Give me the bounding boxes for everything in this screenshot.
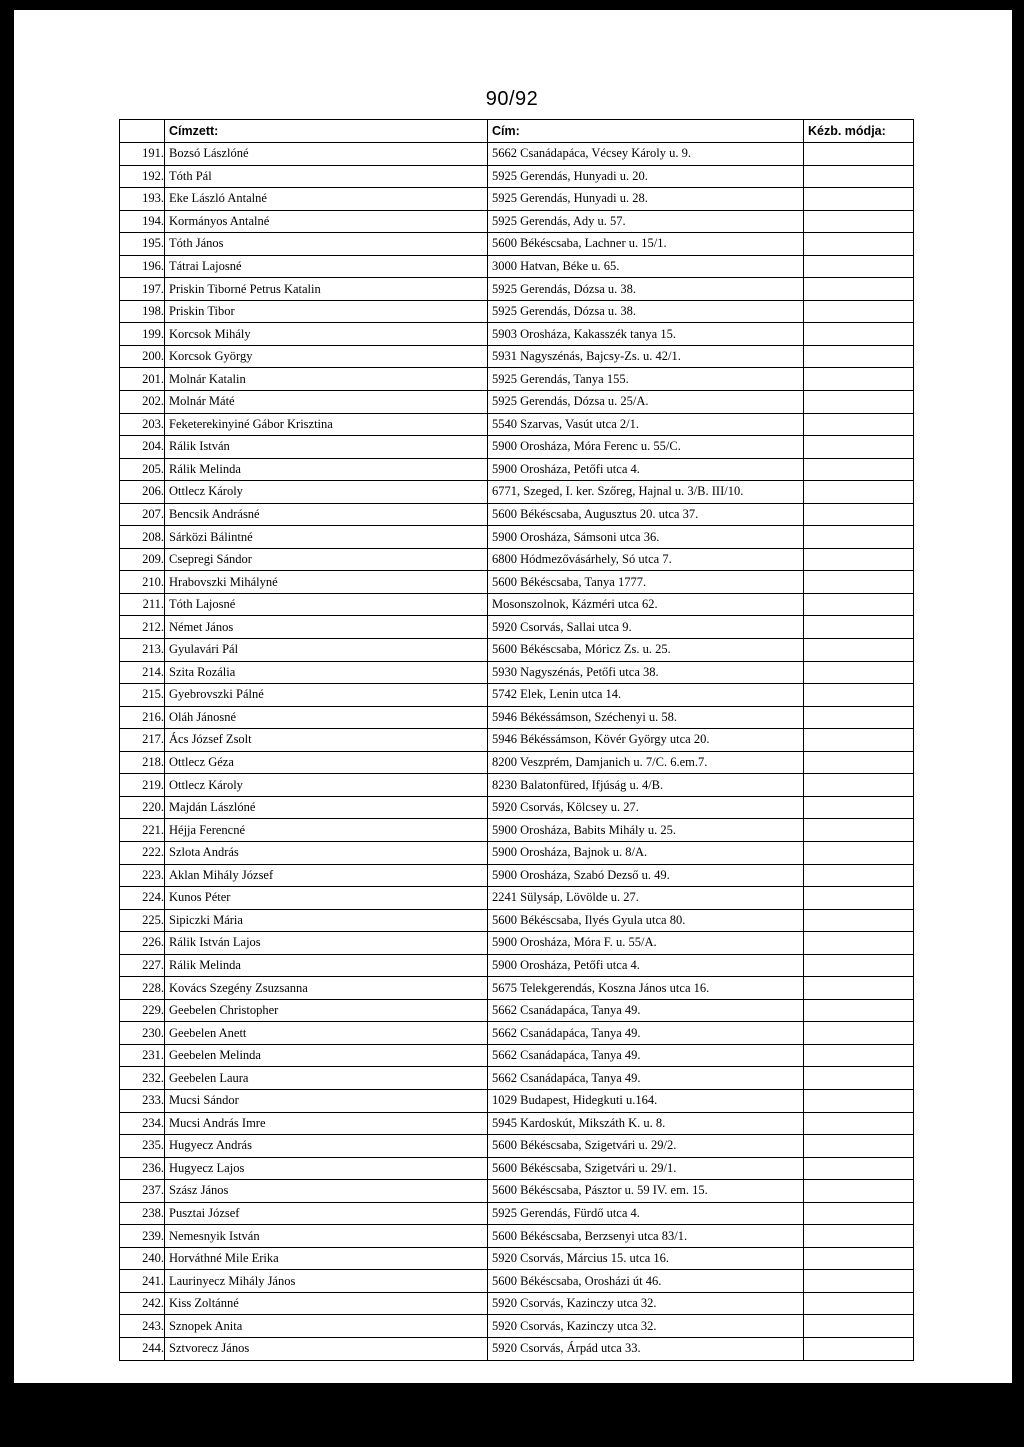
recipient-name: Molnár Katalin: [165, 368, 488, 391]
table-row: [120, 639, 914, 662]
table-row: [120, 774, 914, 797]
recipient-address: 5662 Csanádapáca, Tanya 49.: [488, 1067, 804, 1090]
recipient-address: 5925 Gerendás, Dózsa u. 38.: [488, 278, 804, 301]
row-number: 233.: [120, 1089, 165, 1112]
recipient-name: Rálik István Lajos: [165, 932, 488, 955]
row-number: 230.: [120, 1022, 165, 1045]
recipient-name: Gyulavári Pál: [165, 639, 488, 662]
delivery-method: [804, 593, 914, 616]
row-number: 236.: [120, 1157, 165, 1180]
table-row: [120, 503, 914, 526]
recipient-address: 5662 Csanádapáca, Tanya 49.: [488, 1044, 804, 1067]
table-row: [120, 571, 914, 594]
table-row: [120, 796, 914, 819]
table-row: [120, 300, 914, 323]
delivery-method: [804, 300, 914, 323]
recipient-address: 5925 Gerendás, Dózsa u. 25/A.: [488, 391, 804, 414]
table-row: [120, 1089, 914, 1112]
row-number: 221.: [120, 819, 165, 842]
recipient-name: Nemesnyik István: [165, 1225, 488, 1248]
delivery-method: [804, 1337, 914, 1360]
row-number: 240.: [120, 1247, 165, 1270]
delivery-method: [804, 796, 914, 819]
recipient-address: 5920 Csorvás, Március 15. utca 16.: [488, 1247, 804, 1270]
row-number: 212.: [120, 616, 165, 639]
recipient-address: 2241 Sülysáp, Lövölde u. 27.: [488, 887, 804, 910]
delivery-method: [804, 1135, 914, 1158]
table-row: [120, 210, 914, 233]
scan-border-bottom: [0, 1383, 1024, 1447]
table-row: [120, 706, 914, 729]
recipient-name: Majdán Lászlóné: [165, 796, 488, 819]
row-number: 239.: [120, 1225, 165, 1248]
recipient-name: Laurinyecz Mihály János: [165, 1270, 488, 1293]
row-number: 207.: [120, 503, 165, 526]
recipient-address: 5900 Orosháza, Bajnok u. 8/A.: [488, 841, 804, 864]
header-delivery-method: Kézb. módja:: [804, 120, 914, 143]
recipient-address: 5925 Gerendás, Hunyadi u. 20.: [488, 165, 804, 188]
recipient-name: Eke László Antalné: [165, 188, 488, 211]
table-row: [120, 278, 914, 301]
recipient-name: Kormányos Antalné: [165, 210, 488, 233]
row-number: 225.: [120, 909, 165, 932]
table-row: [120, 887, 914, 910]
table-row: [120, 1292, 914, 1315]
recipient-name: Sárközi Bálintné: [165, 526, 488, 549]
row-number: 201.: [120, 368, 165, 391]
row-number: 203.: [120, 413, 165, 436]
row-number: 211.: [120, 593, 165, 616]
recipient-address: 6800 Hódmezővásárhely, Só utca 7.: [488, 548, 804, 571]
delivery-method: [804, 571, 914, 594]
recipient-name: Horváthné Mile Erika: [165, 1247, 488, 1270]
delivery-method: [804, 143, 914, 166]
row-number: 210.: [120, 571, 165, 594]
delivery-method: [804, 977, 914, 1000]
delivery-method: [804, 233, 914, 256]
row-number: 194.: [120, 210, 165, 233]
table-row: [120, 1067, 914, 1090]
recipient-address: 5600 Békéscsaba, Szigetvári u. 29/1.: [488, 1157, 804, 1180]
recipient-name: Hugyecz Lajos: [165, 1157, 488, 1180]
row-number: 206.: [120, 481, 165, 504]
delivery-method: [804, 616, 914, 639]
delivery-method: [804, 684, 914, 707]
row-number: 223.: [120, 864, 165, 887]
recipient-address: 5600 Békéscsaba, Augusztus 20. utca 37.: [488, 503, 804, 526]
recipient-address: 5925 Gerendás, Tanya 155.: [488, 368, 804, 391]
row-number: 208.: [120, 526, 165, 549]
recipient-address: Mosonszolnok, Kázméri utca 62.: [488, 593, 804, 616]
table-row: [120, 165, 914, 188]
recipient-name: Molnár Máté: [165, 391, 488, 414]
row-number: 202.: [120, 391, 165, 414]
delivery-method: [804, 639, 914, 662]
table-row: [120, 1112, 914, 1135]
scan-border-right: [1012, 0, 1024, 1447]
recipient-name: Tóth János: [165, 233, 488, 256]
recipient-address: 5600 Békéscsaba, Berzsenyi utca 83/1.: [488, 1225, 804, 1248]
delivery-method: [804, 526, 914, 549]
row-number: 237.: [120, 1180, 165, 1203]
row-number: 191.: [120, 143, 165, 166]
delivery-method: [804, 909, 914, 932]
row-number: 196.: [120, 255, 165, 278]
recipient-name: Priskin Tibor: [165, 300, 488, 323]
table-row: [120, 368, 914, 391]
table-row: [120, 1180, 914, 1203]
table-row: [120, 1022, 914, 1045]
table-row: [120, 932, 914, 955]
table-row: [120, 661, 914, 684]
table-row: [120, 1044, 914, 1067]
delivery-method: [804, 391, 914, 414]
recipient-name: Oláh Jánosné: [165, 706, 488, 729]
recipient-address: 5920 Csorvás, Kazinczy utca 32.: [488, 1315, 804, 1338]
row-number: 193.: [120, 188, 165, 211]
table-row: [120, 864, 914, 887]
recipient-address: 5900 Orosháza, Petőfi utca 4.: [488, 954, 804, 977]
row-number: 200.: [120, 345, 165, 368]
table-row: [120, 323, 914, 346]
recipient-name: Geebelen Christopher: [165, 999, 488, 1022]
row-number: 199.: [120, 323, 165, 346]
recipient-name: Korcsok György: [165, 345, 488, 368]
row-number: 226.: [120, 932, 165, 955]
recipient-name: Aklan Mihály József: [165, 864, 488, 887]
recipient-name: Kiss Zoltánné: [165, 1292, 488, 1315]
table-row: [120, 1225, 914, 1248]
recipient-address: 5925 Gerendás, Dózsa u. 38.: [488, 300, 804, 323]
recipient-address: 5900 Orosháza, Sámsoni utca 36.: [488, 526, 804, 549]
recipient-name: Korcsok Mihály: [165, 323, 488, 346]
delivery-method: [804, 165, 914, 188]
recipient-name: Ács József Zsolt: [165, 729, 488, 752]
table-row: [120, 1270, 914, 1293]
recipient-name: Rálik Melinda: [165, 954, 488, 977]
recipient-name: Ottlecz Károly: [165, 774, 488, 797]
delivery-method: [804, 1315, 914, 1338]
recipient-name: Sznopek Anita: [165, 1315, 488, 1338]
recipient-name: Ottlecz Géza: [165, 751, 488, 774]
delivery-method: [804, 210, 914, 233]
delivery-method: [804, 1247, 914, 1270]
delivery-method: [804, 548, 914, 571]
delivery-method: [804, 458, 914, 481]
row-number: 198.: [120, 300, 165, 323]
recipient-address: 5900 Orosháza, Szabó Dezső u. 49.: [488, 864, 804, 887]
table-row: [120, 751, 914, 774]
delivery-method: [804, 1044, 914, 1067]
table-row: [120, 841, 914, 864]
delivery-method: [804, 864, 914, 887]
row-number: 220.: [120, 796, 165, 819]
delivery-method: [804, 1180, 914, 1203]
row-number: 213.: [120, 639, 165, 662]
table-row: [120, 954, 914, 977]
row-number: 224.: [120, 887, 165, 910]
recipient-name: Pusztai József: [165, 1202, 488, 1225]
recipient-name: Sipiczki Mária: [165, 909, 488, 932]
page-number: 90/92: [485, 88, 539, 110]
recipient-address: 5600 Békéscsaba, Szigetvári u. 29/2.: [488, 1135, 804, 1158]
table-row: [120, 1247, 914, 1270]
delivery-method: [804, 436, 914, 459]
row-number: 227.: [120, 954, 165, 977]
table-row: [120, 413, 914, 436]
table-row: [120, 1135, 914, 1158]
recipient-address: 5925 Gerendás, Hunyadi u. 28.: [488, 188, 804, 211]
header-number: [120, 120, 165, 143]
recipient-address: 5946 Békéssámson, Kövér György utca 20.: [488, 729, 804, 752]
recipient-table: [119, 119, 914, 1361]
row-number: 241.: [120, 1270, 165, 1293]
table-row: [120, 1337, 914, 1360]
recipient-name: Bencsik Andrásné: [165, 503, 488, 526]
table-row: [120, 345, 914, 368]
recipient-address: 5920 Csorvás, Árpád utca 33.: [488, 1337, 804, 1360]
delivery-method: [804, 255, 914, 278]
row-number: 243.: [120, 1315, 165, 1338]
table-row: [120, 481, 914, 504]
recipient-name: Bozsó Lászlóné: [165, 143, 488, 166]
table-row: [120, 255, 914, 278]
table-row: [120, 909, 914, 932]
recipient-address: 5920 Csorvás, Sallai utca 9.: [488, 616, 804, 639]
delivery-method: [804, 999, 914, 1022]
row-number: 238.: [120, 1202, 165, 1225]
table-row: [120, 1315, 914, 1338]
row-number: 205.: [120, 458, 165, 481]
recipient-address: 5662 Csanádapáca, Tanya 49.: [488, 999, 804, 1022]
delivery-method: [804, 345, 914, 368]
row-number: 219.: [120, 774, 165, 797]
delivery-method: [804, 729, 914, 752]
recipient-name: Kovács Szegény Zsuzsanna: [165, 977, 488, 1000]
delivery-method: [804, 706, 914, 729]
table-row: [120, 436, 914, 459]
scan-border-top: [0, 0, 1024, 10]
table-row: [120, 977, 914, 1000]
row-number: 229.: [120, 999, 165, 1022]
recipient-name: Kunos Péter: [165, 887, 488, 910]
table-row: [120, 458, 914, 481]
recipient-name: Héjja Ferencné: [165, 819, 488, 842]
recipient-name: Szita Rozália: [165, 661, 488, 684]
delivery-method: [804, 323, 914, 346]
row-number: 218.: [120, 751, 165, 774]
table-header-row: [120, 120, 914, 143]
recipient-name: Ottlecz Károly: [165, 481, 488, 504]
delivery-method: [804, 661, 914, 684]
header-address: Cím:: [488, 120, 804, 143]
recipient-address: 5920 Csorvás, Kölcsey u. 27.: [488, 796, 804, 819]
recipient-address: 5900 Orosháza, Petőfi utca 4.: [488, 458, 804, 481]
recipient-name: Gyebrovszki Pálné: [165, 684, 488, 707]
recipient-address: 5903 Orosháza, Kakasszék tanya 15.: [488, 323, 804, 346]
table-row: [120, 143, 914, 166]
table-row: [120, 616, 914, 639]
delivery-method: [804, 503, 914, 526]
row-number: 209.: [120, 548, 165, 571]
row-number: 216.: [120, 706, 165, 729]
delivery-method: [804, 1157, 914, 1180]
recipient-name: Geebelen Anett: [165, 1022, 488, 1045]
delivery-method: [804, 774, 914, 797]
recipient-address: 5675 Telekgerendás, Koszna János utca 16.: [488, 977, 804, 1000]
recipient-address: 5945 Kardoskút, Mikszáth K. u. 8.: [488, 1112, 804, 1135]
recipient-address: 5540 Szarvas, Vasút utca 2/1.: [488, 413, 804, 436]
delivery-method: [804, 841, 914, 864]
row-number: 232.: [120, 1067, 165, 1090]
row-number: 217.: [120, 729, 165, 752]
delivery-method: [804, 368, 914, 391]
recipient-address: 3000 Hatvan, Béke u. 65.: [488, 255, 804, 278]
recipient-address: 5920 Csorvás, Kazinczy utca 32.: [488, 1292, 804, 1315]
recipient-address: 8230 Balatonfüred, Ifjúság u. 4/B.: [488, 774, 804, 797]
delivery-method: [804, 751, 914, 774]
row-number: 234.: [120, 1112, 165, 1135]
delivery-method: [804, 278, 914, 301]
recipient-address: 5900 Orosháza, Móra F. u. 55/A.: [488, 932, 804, 955]
row-number: 215.: [120, 684, 165, 707]
recipient-address: 5600 Békéscsaba, Ilyés Gyula utca 80.: [488, 909, 804, 932]
recipient-address: 5925 Gerendás, Ady u. 57.: [488, 210, 804, 233]
table-row: [120, 391, 914, 414]
recipient-address: 5600 Békéscsaba, Móricz Zs. u. 25.: [488, 639, 804, 662]
recipient-name: Geebelen Melinda: [165, 1044, 488, 1067]
recipient-address: 1029 Budapest, Hidegkuti u.164.: [488, 1089, 804, 1112]
row-number: 244.: [120, 1337, 165, 1360]
recipient-name: Német János: [165, 616, 488, 639]
scan-border-left: [0, 0, 14, 1447]
recipient-address: 5600 Békéscsaba, Lachner u. 15/1.: [488, 233, 804, 256]
recipient-name: Szlota András: [165, 841, 488, 864]
recipient-address: 5662 Csanádapáca, Vécsey Károly u. 9.: [488, 143, 804, 166]
delivery-method: [804, 932, 914, 955]
recipient-address: 6771, Szeged, I. ker. Szőreg, Hajnal u. 3/B. III/10.: [488, 481, 804, 504]
recipient-address: 8200 Veszprém, Damjanich u. 7/C. 6.em.7.: [488, 751, 804, 774]
row-number: 214.: [120, 661, 165, 684]
recipient-name: Tóth Lajosné: [165, 593, 488, 616]
table-row: [120, 729, 914, 752]
row-number: 242.: [120, 1292, 165, 1315]
recipient-name: Rálik Melinda: [165, 458, 488, 481]
recipient-name: Rálik István: [165, 436, 488, 459]
row-number: 195.: [120, 233, 165, 256]
recipient-name: Geebelen Laura: [165, 1067, 488, 1090]
delivery-method: [804, 1292, 914, 1315]
row-number: 197.: [120, 278, 165, 301]
delivery-method: [804, 887, 914, 910]
recipient-address: 5900 Orosháza, Babits Mihály u. 25.: [488, 819, 804, 842]
header-recipient: Címzett:: [165, 120, 488, 143]
recipient-address: 5900 Orosháza, Móra Ferenc u. 55/C.: [488, 436, 804, 459]
delivery-method: [804, 1022, 914, 1045]
delivery-method: [804, 1202, 914, 1225]
recipient-address: 5662 Csanádapáca, Tanya 49.: [488, 1022, 804, 1045]
table-row: [120, 999, 914, 1022]
table-row: [120, 593, 914, 616]
recipient-address: 5600 Békéscsaba, Tanya 1777.: [488, 571, 804, 594]
table-row: [120, 526, 914, 549]
delivery-method: [804, 1112, 914, 1135]
recipient-name: Mucsi Sándor: [165, 1089, 488, 1112]
row-number: 222.: [120, 841, 165, 864]
recipient-name: Sztvorecz János: [165, 1337, 488, 1360]
recipient-name: Szász János: [165, 1180, 488, 1203]
recipient-address: 5600 Békéscsaba, Pásztor u. 59 IV. em. 15.: [488, 1180, 804, 1203]
recipient-name: Tátrai Lajosné: [165, 255, 488, 278]
recipient-name: Mucsi András Imre: [165, 1112, 488, 1135]
delivery-method: [804, 819, 914, 842]
row-number: 235.: [120, 1135, 165, 1158]
row-number: 231.: [120, 1044, 165, 1067]
recipient-name: Feketerekinyiné Gábor Krisztina: [165, 413, 488, 436]
delivery-method: [804, 1089, 914, 1112]
table-row: [120, 1157, 914, 1180]
recipient-name: Csepregi Sándor: [165, 548, 488, 571]
delivery-method: [804, 1225, 914, 1248]
table-row: [120, 548, 914, 571]
table-body: [120, 143, 914, 1361]
delivery-method: [804, 1270, 914, 1293]
recipient-address: 5742 Elek, Lenin utca 14.: [488, 684, 804, 707]
table-row: [120, 819, 914, 842]
recipient-name: Hrabovszki Mihályné: [165, 571, 488, 594]
table-row: [120, 684, 914, 707]
table-row: [120, 1202, 914, 1225]
table-row: [120, 188, 914, 211]
row-number: 192.: [120, 165, 165, 188]
row-number: 228.: [120, 977, 165, 1000]
delivery-method: [804, 188, 914, 211]
delivery-method: [804, 413, 914, 436]
recipient-name: Hugyecz András: [165, 1135, 488, 1158]
recipient-name: Priskin Tiborné Petrus Katalin: [165, 278, 488, 301]
table-row: [120, 233, 914, 256]
row-number: 204.: [120, 436, 165, 459]
delivery-method: [804, 954, 914, 977]
recipient-address: 5925 Gerendás, Fürdő utca 4.: [488, 1202, 804, 1225]
delivery-method: [804, 1067, 914, 1090]
recipient-address: 5946 Békéssámson, Széchenyi u. 58.: [488, 706, 804, 729]
recipient-address: 5931 Nagyszénás, Bajcsy-Zs. u. 42/1.: [488, 345, 804, 368]
delivery-method: [804, 481, 914, 504]
recipient-name: Tóth Pál: [165, 165, 488, 188]
recipient-address: 5600 Békéscsaba, Orosházi út 46.: [488, 1270, 804, 1293]
recipient-address: 5930 Nagyszénás, Petőfi utca 38.: [488, 661, 804, 684]
